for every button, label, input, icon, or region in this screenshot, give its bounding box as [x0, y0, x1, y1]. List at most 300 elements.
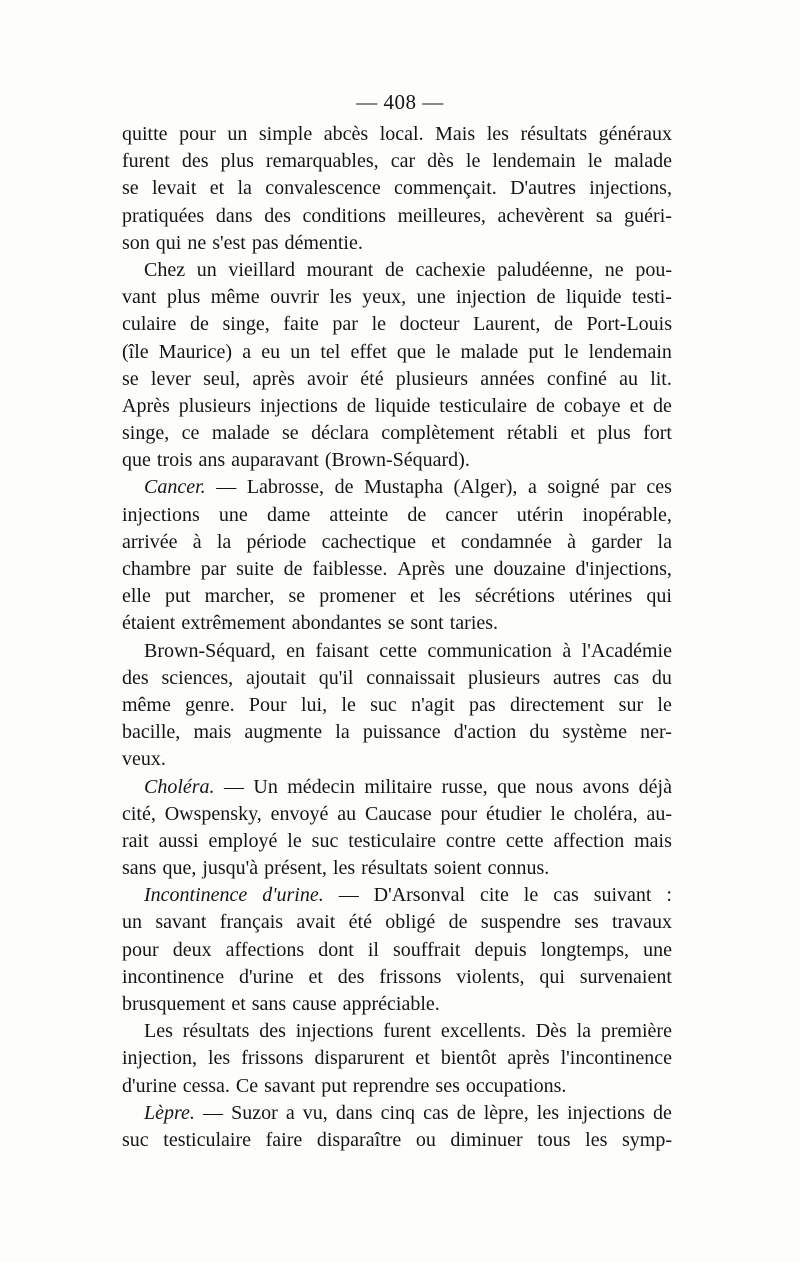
- word: sans: [251, 993, 287, 1015]
- word: faiblesse.: [312, 558, 388, 580]
- word: avoir: [306, 367, 349, 390]
- word: puissance: [362, 721, 441, 744]
- word: été: [348, 911, 372, 934]
- word: malade: [211, 422, 270, 445]
- word: une: [416, 286, 446, 309]
- word: un: [196, 258, 217, 281]
- text-line: [122, 1100, 672, 1127]
- word: Laurent,: [473, 313, 541, 336]
- word: de: [384, 258, 404, 281]
- word: cité,: [122, 802, 156, 825]
- word: autres: [552, 666, 601, 689]
- word: liquide: [374, 394, 431, 417]
- word: furent: [122, 150, 170, 173]
- word: le: [341, 693, 356, 716]
- body-text: [122, 121, 672, 1154]
- word: Cancer.: [144, 476, 206, 499]
- word: le: [587, 150, 603, 173]
- word: que: [396, 340, 426, 363]
- word: survenaient: [579, 965, 672, 988]
- word: même: [210, 286, 260, 309]
- word: occupations.: [465, 1074, 567, 1097]
- word: soigné: [547, 476, 600, 499]
- word: sa: [595, 204, 613, 227]
- word: levait: [151, 177, 197, 200]
- word: le: [550, 802, 565, 825]
- text-line: [122, 230, 672, 257]
- word: Les: [144, 1020, 173, 1043]
- word: résultats: [520, 123, 588, 145]
- word: dans: [215, 204, 253, 227]
- word: et: [308, 965, 323, 988]
- word: vant: [122, 286, 157, 309]
- word: même: [122, 693, 171, 716]
- word: de: [536, 394, 555, 417]
- word: que,: [162, 857, 197, 880]
- word: pratiquées: [122, 204, 205, 227]
- text-line: [122, 855, 672, 882]
- word: elle: [122, 585, 151, 608]
- word: choléra,: [573, 802, 638, 825]
- word: des: [181, 150, 209, 173]
- text-line: [122, 828, 672, 855]
- word: suc: [370, 693, 397, 716]
- word: confiné: [546, 367, 607, 390]
- word: —: [216, 476, 237, 499]
- word: il: [367, 938, 379, 961]
- word: extrêmement: [181, 612, 286, 635]
- word: employé: [208, 829, 278, 852]
- word: abondantes: [291, 612, 382, 635]
- word: lever: [150, 367, 191, 390]
- word: mourant: [306, 258, 374, 281]
- word: faire: [265, 1128, 303, 1151]
- word: un: [290, 340, 311, 363]
- word: Lèpre.: [144, 1101, 195, 1124]
- word: appréciable.: [342, 993, 440, 1015]
- word: de: [553, 313, 573, 336]
- word: bientôt: [440, 1047, 497, 1070]
- word: promener: [319, 585, 396, 608]
- word: rétabli: [506, 422, 559, 445]
- word: Après: [397, 558, 445, 580]
- word: Labrosse,: [246, 476, 325, 499]
- word: un: [122, 911, 142, 934]
- word: inopérable,: [582, 503, 672, 526]
- text-line: [122, 774, 672, 801]
- word: sécrétions: [474, 585, 555, 608]
- word: cessa.: [182, 1074, 230, 1097]
- word: le: [371, 313, 386, 336]
- word: trois: [156, 449, 193, 472]
- word: n'agit: [411, 693, 455, 716]
- word: de: [448, 911, 468, 934]
- text-line: [122, 937, 672, 964]
- word: injection,: [122, 1047, 197, 1070]
- word: Chez: [144, 258, 186, 281]
- text-line: [122, 420, 672, 447]
- word: mais: [193, 721, 232, 744]
- word: remarquables,: [265, 150, 379, 173]
- word: des: [259, 1020, 286, 1043]
- word: ner-: [640, 721, 672, 744]
- word: fort: [643, 422, 672, 445]
- word: injections: [260, 394, 338, 417]
- word: abcès: [323, 123, 369, 145]
- text-line: [122, 447, 672, 474]
- word: meilleures,: [397, 204, 486, 227]
- word: simple: [258, 123, 313, 145]
- word: (île: [122, 340, 149, 363]
- word: au: [337, 802, 357, 825]
- word: d'urine: [122, 1074, 177, 1097]
- word: pas: [469, 693, 496, 716]
- word: dès: [427, 150, 454, 173]
- word: lendemain: [588, 340, 672, 363]
- word: injections: [567, 1101, 645, 1124]
- text-line: [122, 1018, 672, 1045]
- text-line: [122, 882, 672, 909]
- word: auparavant: [231, 449, 319, 472]
- word: plusieurs: [178, 394, 251, 417]
- text-line: [122, 339, 672, 366]
- word: dame: [266, 503, 311, 526]
- word: plus: [166, 286, 201, 309]
- word: et: [209, 177, 225, 200]
- word: achevèrent: [497, 204, 585, 227]
- word: Un: [253, 775, 278, 798]
- word: de: [334, 476, 354, 499]
- word: avait: [296, 911, 336, 934]
- word: de: [536, 286, 556, 309]
- word: effet: [350, 340, 387, 363]
- text-line: [122, 175, 672, 202]
- word: commençait.: [394, 177, 497, 200]
- word: lui,: [300, 693, 328, 716]
- word: envoyé: [270, 802, 329, 825]
- word: local.: [379, 123, 424, 145]
- word: et: [431, 530, 446, 553]
- word: jusqu'à: [202, 857, 259, 880]
- word: ses: [435, 1074, 460, 1097]
- word: affection: [553, 829, 625, 852]
- word: son: [122, 231, 150, 254]
- word: savant: [264, 1074, 316, 1097]
- word: Dès: [535, 1020, 567, 1043]
- word: cas: [423, 1101, 449, 1124]
- word: ans: [198, 449, 226, 472]
- word: s'est: [212, 231, 246, 254]
- text-line: [122, 746, 672, 773]
- word: cachexie: [415, 258, 486, 281]
- word: marcher,: [204, 585, 275, 608]
- word: tous: [537, 1128, 571, 1151]
- word: diminuer: [450, 1128, 523, 1151]
- word: suc: [122, 1128, 149, 1151]
- word: aussi: [158, 829, 199, 852]
- word: un: [227, 123, 248, 145]
- word: cas: [553, 884, 579, 907]
- word: première: [600, 1020, 672, 1043]
- word: de: [190, 313, 209, 336]
- word: —: [338, 884, 359, 907]
- word: ajoutait: [245, 666, 306, 689]
- word: condamnée: [460, 530, 552, 553]
- text-line: [122, 257, 672, 284]
- word: put: [321, 1074, 347, 1097]
- word: liquide: [565, 286, 622, 309]
- word: docteur: [399, 313, 460, 336]
- word: ou: [415, 1128, 436, 1151]
- word: qu'il: [318, 666, 354, 689]
- word: arrivée: [122, 530, 178, 553]
- word: démentie.: [284, 231, 363, 254]
- word: cite: [479, 884, 509, 907]
- word: Brown-Séquard,: [144, 639, 276, 662]
- word: période: [246, 530, 307, 553]
- word: contre: [445, 829, 496, 852]
- word: résultats: [361, 857, 428, 880]
- word: d'urine: [238, 965, 294, 988]
- word: plus: [220, 150, 254, 173]
- word: mais: [634, 829, 672, 852]
- word: en: [286, 639, 305, 662]
- text-line: [122, 719, 672, 746]
- word: que: [497, 775, 526, 798]
- word: système: [562, 721, 627, 744]
- word: connus.: [487, 857, 550, 880]
- word: dont: [318, 938, 354, 961]
- word: pour: [440, 802, 478, 825]
- word: (Brown-Séquard).: [324, 449, 470, 472]
- word: souffrait: [392, 938, 461, 961]
- word: taries.: [449, 612, 499, 635]
- text-line: [122, 991, 672, 1018]
- word: vu,: [302, 1101, 328, 1124]
- word: Incontinence: [144, 884, 248, 907]
- text-line: [122, 284, 672, 311]
- word: de: [652, 1101, 672, 1124]
- word: culaire: [122, 313, 177, 336]
- text-line: [122, 148, 672, 175]
- word: paludéenne,: [497, 258, 594, 281]
- word: longtemps,: [540, 938, 630, 961]
- word: des: [122, 666, 149, 689]
- word: par: [610, 476, 636, 499]
- word: (Alger),: [453, 476, 518, 499]
- word: la: [576, 1020, 592, 1043]
- word: le: [435, 340, 451, 363]
- word: soient: [433, 857, 482, 880]
- word: qui: [155, 231, 182, 254]
- word: injections,: [589, 177, 672, 200]
- word: le: [523, 884, 539, 907]
- word: se: [387, 612, 405, 635]
- word: Owspensky,: [164, 802, 262, 825]
- word: Suzor: [231, 1101, 278, 1124]
- word: d'injections,: [575, 558, 672, 580]
- word: suc: [311, 829, 339, 852]
- word: l'incontinence: [560, 1047, 672, 1070]
- word: suite: [236, 558, 274, 580]
- word: les: [585, 1128, 608, 1151]
- word: genre.: [185, 693, 235, 716]
- text-line: [122, 1073, 672, 1100]
- word: travaux: [612, 911, 672, 934]
- word: veux.: [122, 748, 166, 771]
- word: :: [666, 884, 672, 907]
- word: cobaye: [563, 394, 621, 417]
- word: obligé: [385, 911, 436, 934]
- word: rait: [122, 829, 149, 852]
- word: le: [657, 693, 672, 716]
- word: testiculaire: [439, 394, 527, 417]
- word: français: [219, 911, 284, 934]
- word: vieillard: [228, 258, 296, 281]
- word: —: [203, 1101, 223, 1124]
- word: et: [570, 422, 585, 445]
- word: se: [122, 177, 139, 200]
- word: une: [454, 558, 484, 580]
- word: injections: [295, 1020, 374, 1043]
- page-number: — 408 —: [356, 90, 444, 114]
- word: du: [529, 721, 550, 744]
- word: a: [527, 476, 537, 499]
- word: à: [567, 530, 577, 553]
- text-line: [122, 610, 672, 637]
- word: dans: [335, 1101, 373, 1124]
- text-line: [122, 311, 672, 338]
- word: singe,: [222, 313, 270, 336]
- word: pou-: [635, 258, 672, 281]
- word: les: [486, 123, 509, 145]
- word: ouvrir: [270, 286, 320, 309]
- text-line: [122, 964, 672, 991]
- word: atteinte: [329, 503, 389, 526]
- word: connaissait: [366, 666, 456, 689]
- word: médecin: [287, 775, 355, 798]
- word: complètement: [381, 422, 495, 445]
- word: les: [438, 585, 461, 608]
- text-line: [122, 583, 672, 610]
- text-line: [122, 1045, 672, 1072]
- word: excellents.: [440, 1020, 526, 1043]
- word: d'urine.: [262, 884, 324, 907]
- word: la: [237, 177, 252, 200]
- word: des: [337, 965, 365, 988]
- word: déclara: [311, 422, 369, 445]
- word: et: [415, 1047, 430, 1070]
- word: bacille,: [122, 721, 181, 744]
- word: affections: [225, 938, 305, 961]
- word: la: [335, 721, 350, 744]
- word: convalescence: [265, 177, 381, 200]
- word: disparaître: [316, 1128, 402, 1151]
- word: conditions: [302, 204, 386, 227]
- word: de: [407, 503, 427, 526]
- text-line: [122, 203, 672, 230]
- word: suspendre: [480, 911, 561, 934]
- word: étaient: [122, 612, 176, 635]
- word: les: [329, 286, 352, 309]
- word: violents,: [456, 965, 525, 988]
- word: de: [456, 1101, 476, 1124]
- word: et: [410, 585, 425, 608]
- text-line: [122, 474, 672, 501]
- word: présent,: [264, 857, 327, 880]
- word: ses: [574, 911, 599, 934]
- word: après: [252, 367, 295, 390]
- word: cinq: [380, 1101, 416, 1124]
- word: se: [122, 367, 139, 390]
- word: a: [285, 1101, 295, 1124]
- word: au: [619, 367, 638, 390]
- word: ne: [604, 258, 624, 281]
- word: l'Académie: [581, 639, 672, 662]
- word: savant: [155, 911, 207, 934]
- word: qui: [646, 585, 672, 608]
- word: —: [223, 775, 244, 798]
- word: guéri-: [624, 204, 672, 227]
- word: disparurent: [314, 1047, 405, 1070]
- word: put: [164, 585, 191, 608]
- word: par: [200, 558, 227, 580]
- word: une: [643, 938, 672, 961]
- word: russe,: [441, 775, 488, 798]
- word: avons: [582, 775, 630, 798]
- word: lendemain: [492, 150, 576, 173]
- word: cancer: [445, 503, 498, 526]
- word: pour: [122, 938, 159, 961]
- word: plusieurs: [467, 666, 541, 689]
- text-line: [122, 502, 672, 529]
- word: garder: [591, 530, 643, 553]
- word: cette: [379, 639, 417, 662]
- word: étudier: [486, 802, 542, 825]
- word: Ce: [235, 1074, 259, 1097]
- word: après: [507, 1047, 550, 1070]
- text-line: [122, 366, 672, 393]
- word: Après: [122, 394, 170, 417]
- word: Choléra.: [144, 775, 215, 798]
- word: que: [122, 449, 151, 472]
- word: brusquement: [122, 993, 226, 1015]
- word: de: [283, 558, 303, 580]
- word: se: [288, 585, 306, 608]
- text-line: [122, 121, 672, 148]
- word: généraux: [598, 123, 672, 145]
- word: reprendre: [352, 1074, 430, 1097]
- word: les: [536, 1101, 560, 1124]
- word: déjà: [638, 775, 672, 798]
- word: une: [218, 503, 248, 526]
- word: à: [192, 530, 202, 553]
- word: et: [629, 394, 645, 417]
- word: faisant: [315, 639, 369, 662]
- word: lèpre,: [483, 1101, 529, 1124]
- word: militaire: [364, 775, 433, 798]
- word: sans: [122, 857, 157, 880]
- word: a: [242, 340, 252, 363]
- word: malade: [614, 150, 672, 173]
- text-line: [122, 556, 672, 583]
- word: augmente: [244, 721, 323, 744]
- word: lit.: [650, 367, 672, 390]
- word: Mais: [435, 123, 476, 145]
- word: D'Arsonval: [373, 884, 466, 907]
- word: plus: [597, 422, 631, 445]
- word: quitte: [122, 123, 168, 145]
